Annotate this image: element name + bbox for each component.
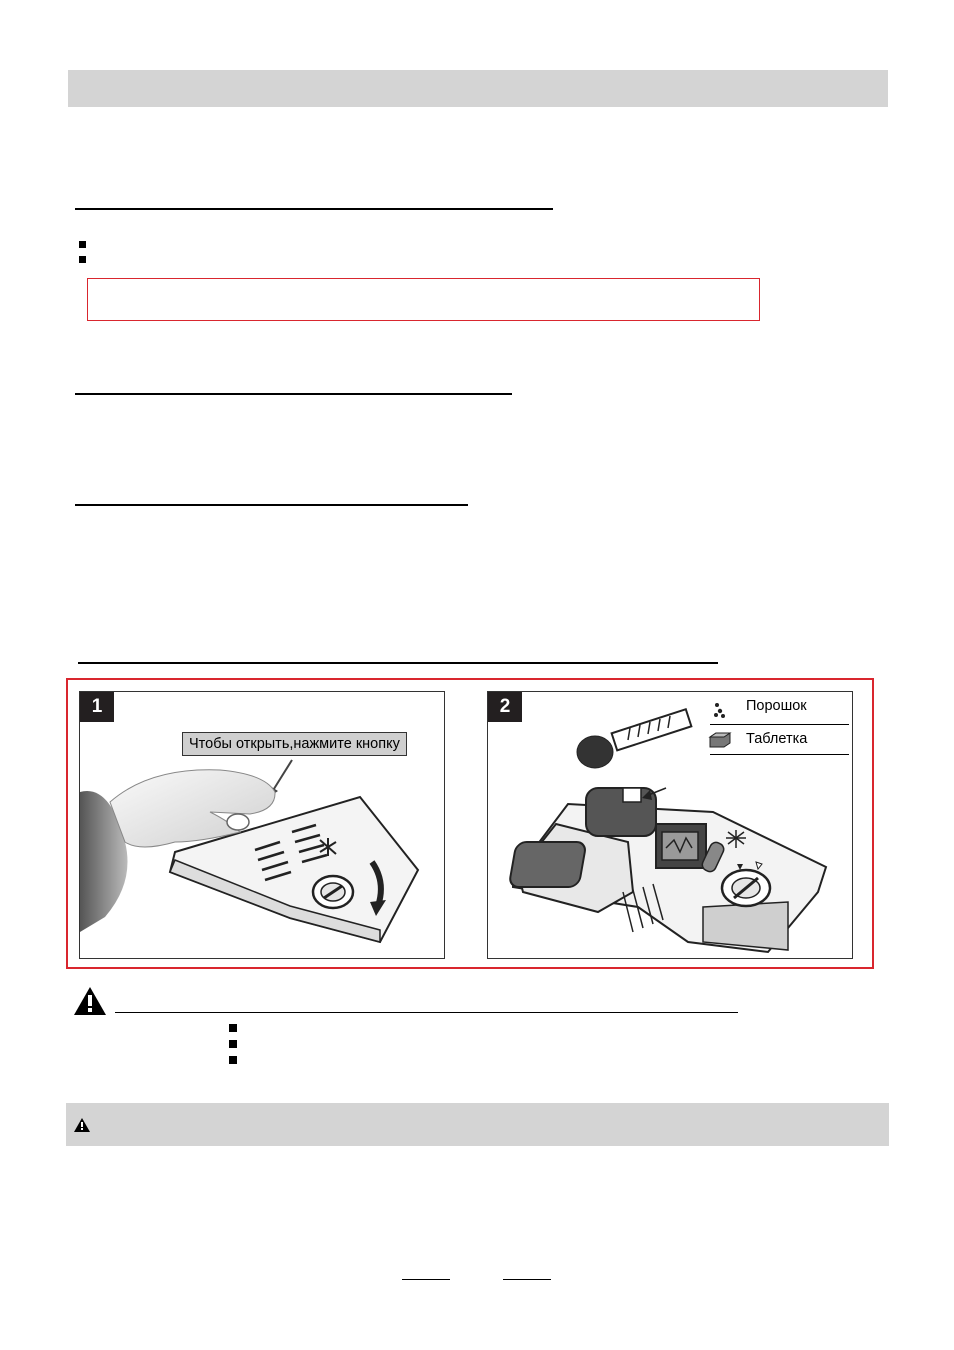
step-number: 2 [488,692,522,722]
step-number: 1 [80,692,114,722]
dispenser-filled-illustration [488,692,853,959]
bullet-marker [229,1024,237,1032]
warning-box [87,278,760,321]
callout-label: Чтобы открыть,нажмите кнопку [182,732,407,756]
heading-underline-2 [75,393,512,395]
underline-mark [402,1279,450,1280]
warning-triangle-icon [73,1117,91,1133]
underline-mark [503,1279,551,1280]
heading-underline-1 [75,208,553,210]
bullet-marker [229,1040,237,1048]
caution-underline [115,1012,738,1013]
warning-triangle-icon [73,986,107,1016]
heading-underline-4 [78,662,718,664]
warning-header-bar [66,1103,889,1146]
dispenser-open-illustration [80,692,445,959]
heading-underline-3 [75,504,468,506]
legend-powder: Порошок [746,698,807,714]
legend-tablet: Таблетка [746,731,808,747]
bullet-marker [79,256,86,263]
illustration-panel-2 [487,691,853,959]
section-header-bar [68,70,888,107]
illustration-panel-1 [79,691,445,959]
bullet-marker [229,1056,237,1064]
bullet-marker [79,241,86,248]
